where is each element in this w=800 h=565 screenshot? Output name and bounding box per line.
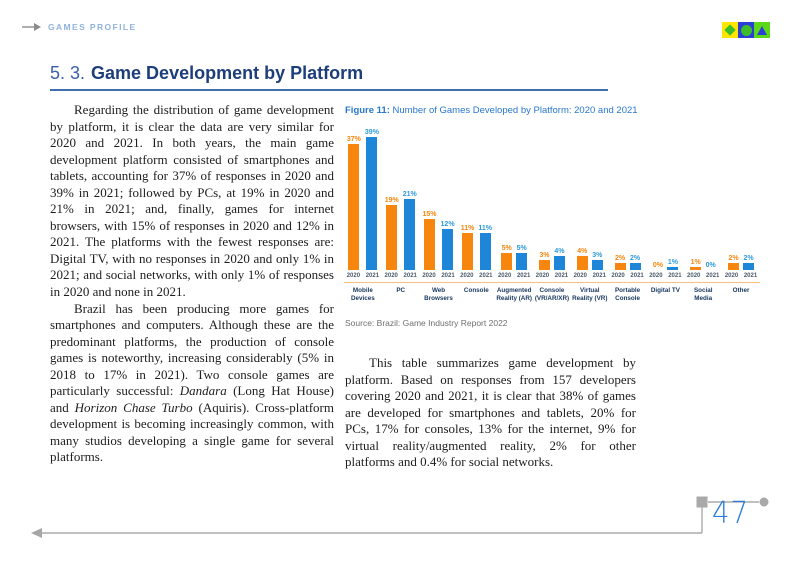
title-underline: [50, 89, 608, 91]
figure-title: Number of Games Developed by Platform: 2020 and 2021: [389, 105, 638, 116]
paragraph-2-run: (Long Hat House) and: [50, 383, 334, 415]
bar-value-label: 5%: [501, 245, 512, 252]
bar-value-label: 5%: [516, 245, 527, 252]
tick-row: [457, 273, 495, 283]
section-number: 5. 3.: [50, 63, 86, 83]
bar-2020: [501, 253, 512, 270]
bar-2021: [667, 267, 678, 270]
tick-label: 2021: [554, 273, 569, 279]
bar-column: [630, 255, 641, 270]
tick-row: [344, 273, 382, 283]
game-title-horizon-chase: Horizon Chase Turbo: [74, 399, 193, 415]
bar-group: [457, 124, 495, 302]
circle-badge-icon: [738, 22, 754, 38]
bar-2020: [690, 267, 701, 270]
bar-2020: [386, 205, 397, 270]
bar-column: [365, 129, 379, 270]
bar-pair: [423, 124, 455, 270]
right-arrow-icon: [22, 22, 42, 32]
bar-group: [722, 124, 760, 302]
bar-pair: [461, 124, 492, 270]
bar-pair: [501, 124, 527, 270]
bar-value-label: 3%: [539, 251, 550, 259]
tick-row: [647, 273, 685, 283]
bar-2021: [404, 199, 415, 270]
section-title-block: [50, 63, 608, 91]
bar-value-label: 2%: [630, 255, 641, 263]
bar-value-label: 11%: [478, 224, 492, 232]
bar-value-label: 0%: [705, 262, 716, 269]
tick-label: 2020: [384, 273, 398, 279]
tick-label: 2020: [687, 273, 701, 279]
page-number: 47: [712, 496, 749, 531]
tick-label: 2021: [706, 273, 720, 279]
tick-label: 2021: [630, 273, 644, 279]
bar-value-label: 1%: [690, 258, 701, 266]
game-title-dandara: Dandara: [179, 383, 227, 399]
page-title: [50, 63, 608, 84]
bar-column: [441, 221, 455, 270]
tick-label: 2020: [649, 273, 663, 279]
bar-group: [647, 124, 685, 302]
bar-column: [347, 136, 361, 270]
figure-caption: [345, 105, 775, 116]
paragraph-2-run: (Aquiris). Cross-platform development is becoming increasingly common, with many studios developing a single game for several platforms.: [50, 399, 334, 465]
bar-2020: [615, 263, 626, 270]
tick-label: 2021: [365, 273, 380, 279]
bar-2021: [366, 137, 377, 270]
category-label: Mobile Devices: [351, 287, 375, 302]
circle-node-icon: [760, 498, 769, 507]
bar-column: [403, 191, 417, 270]
bar-2021: [592, 260, 603, 270]
bar-value-label: 39%: [364, 129, 379, 137]
tick-label: 2020: [346, 273, 361, 279]
tick-label: 2020: [497, 273, 512, 279]
category-label: Portable Console: [614, 287, 641, 302]
paragraph-2-run: Brazil has been producing more games for smartphones and computers. Although these are the predominant platforms, the production of console games is noteworthy, increasing considerably (5% in 2018 to 17% in 2021). Two console games are particularly successful:: [50, 300, 334, 399]
tick-label: 2020: [535, 273, 550, 279]
bar-value-label: 21%: [402, 190, 417, 198]
paragraph-3: This table summarizes game development by platform. Based on responses from 157 developers covering 2020 and 2021, it is clear that 38% of games are developed for smartphones and tablets, 20% for PCs, 17% for consoles, 13% for the internet, 9% for virtual reality/augmented reality, 2% for other platforms and 0.4% for social networks.: [345, 355, 636, 470]
bar-column: [577, 248, 588, 270]
header-label: GAMES PROFILE: [48, 22, 137, 32]
category-label: PC: [396, 287, 406, 294]
bar-column: [478, 225, 492, 270]
bar-column: [501, 245, 512, 270]
bar-value-label: 11%: [460, 224, 475, 232]
square-node-icon: [697, 497, 708, 508]
bar-2020: [348, 144, 359, 270]
tick-label: 2021: [743, 273, 758, 279]
tick-row: [420, 273, 458, 283]
tick-row: [495, 273, 533, 283]
bar-column: [667, 259, 678, 270]
bar-group: [609, 124, 647, 302]
bar-2021: [554, 256, 565, 270]
bar-column: [615, 255, 626, 270]
triangle-badge-icon: [754, 22, 770, 38]
bar-column: [705, 262, 716, 270]
corner-logo: [722, 22, 770, 38]
bar-column: [385, 197, 399, 270]
bar-2020: [424, 219, 435, 270]
bar-column: [516, 245, 527, 270]
tick-label: 2021: [441, 273, 455, 279]
tick-label: 2020: [611, 273, 625, 279]
category-label: Console: [463, 287, 489, 294]
bar-2021: [630, 263, 641, 270]
bar-pair: [615, 124, 641, 270]
bar-value-label: 15%: [422, 211, 437, 218]
bar-2020: [462, 233, 473, 270]
bar-2021: [516, 253, 527, 270]
tick-label: 2021: [403, 273, 417, 279]
paragraph-1: Regarding the distribution of game development by platform, it is clear the data are very similar for 2020 and 2021. In both years, the main game development platform consisted of smartphones and tablets, accounting for 37% of responses in 2020 and 39% in 2021; followed by PCs, at 19% in 2020 and 21% in 2021; and, finally, games for internet browsers, with 15% of responses in 2020 and 12% in 2021. The platforms with the fewest responses are: Digital TV, with no responses in 2020 and only 1% in 2021; and social networks, with only 1% of responses in 2020 and none in 2021.: [50, 102, 334, 300]
bar-pair: [347, 124, 379, 270]
bar-value-label: 2%: [615, 255, 626, 263]
tick-row: [533, 273, 571, 283]
bar-pair: [728, 124, 754, 270]
figure-number: Figure 11:: [345, 105, 390, 116]
page-header: [22, 22, 137, 32]
bar-group: [684, 124, 722, 302]
tick-label: 2021: [668, 273, 682, 279]
bar-2020: [577, 256, 588, 270]
bar-column: [554, 248, 565, 270]
tick-label: 2020: [724, 273, 739, 279]
bar-column: [743, 255, 754, 270]
tick-label: 2021: [592, 273, 606, 279]
bar-column: [423, 211, 437, 270]
tick-row: [609, 273, 647, 283]
tick-label: 2020: [422, 273, 436, 279]
category-label: Web Browsers: [424, 287, 453, 302]
tick-row: [684, 273, 722, 283]
category-label: Console (VR/AR/XR): [534, 287, 570, 302]
bar-value-label: 4%: [577, 248, 588, 256]
bar-2021: [480, 233, 491, 270]
bar-column: [690, 259, 701, 270]
bar-pair: [385, 124, 417, 270]
bar-pair: [577, 124, 603, 270]
figure-source: Source: Brazil: Game Industry Report 2022: [345, 318, 508, 328]
bar-pair: [690, 124, 716, 270]
bar-group: [495, 124, 533, 302]
bar-column: [592, 252, 603, 270]
bar-column: [539, 252, 550, 270]
bar-pair: [652, 124, 678, 270]
category-label: Virtual Reality (VR): [572, 287, 608, 302]
category-label: Digital TV: [650, 287, 680, 294]
bar-value-label: 2%: [743, 255, 754, 263]
bar-group: [571, 124, 609, 302]
bar-group: [344, 124, 382, 302]
tick-label: 2021: [479, 273, 493, 279]
bar-group: [533, 124, 571, 302]
category-label: Other: [732, 287, 750, 294]
bar-2021: [743, 263, 754, 270]
bar-column: [461, 225, 475, 270]
bar-2020: [728, 263, 739, 270]
bar-value-label: 2%: [728, 255, 739, 263]
bar-pair: [539, 124, 565, 270]
tick-label: 2020: [573, 273, 587, 279]
right-column: [345, 355, 636, 471]
tick-label: 2021: [516, 273, 531, 279]
bar-2020: [539, 260, 550, 270]
bar-value-label: 0%: [652, 262, 663, 269]
footer-decoration: [0, 488, 800, 548]
bar-value-label: 4%: [554, 248, 565, 256]
paragraph-2: [50, 301, 334, 466]
bar-group: [420, 124, 458, 302]
category-label: Augmented Reality (AR): [496, 287, 532, 302]
bar-value-label: 3%: [592, 251, 603, 259]
tick-row: [722, 273, 760, 283]
category-label: Social Media: [693, 287, 713, 302]
tick-label: 2020: [460, 273, 474, 279]
left-column: [50, 102, 334, 466]
section-title: Game Development by Platform: [91, 63, 364, 83]
bar-value-label: 19%: [384, 197, 399, 205]
bar-value-label: 12%: [440, 221, 455, 229]
bar-value-label: 37%: [346, 136, 361, 144]
bar-group: [382, 124, 420, 302]
tick-row: [571, 273, 609, 283]
bar-value-label: 1%: [667, 258, 678, 266]
bar-column: [652, 262, 663, 270]
bar-column: [728, 255, 739, 270]
bar-chart: [344, 124, 760, 302]
tick-row: [382, 273, 420, 283]
diamond-badge-icon: [722, 22, 738, 38]
bar-2021: [442, 229, 453, 270]
